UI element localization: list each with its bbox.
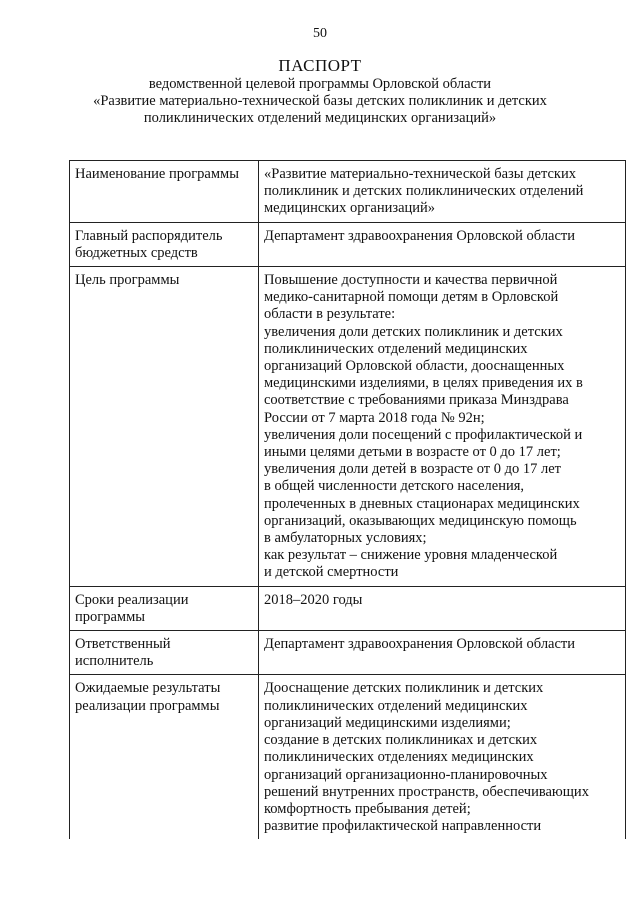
row-value-line: соответствие с требованиями приказа Минздрава (264, 392, 569, 409)
row-value-cell (259, 631, 626, 675)
table-row (70, 222, 626, 266)
row-value-line: области в результате: (264, 306, 396, 323)
row-value-line: поликлинических отделений медицинских (264, 697, 528, 714)
row-value-line: поликлинических отделениях медицинских (264, 749, 534, 766)
row-value-line: медицинскими изделиями, в целях приведения их в (264, 375, 583, 392)
row-value-line: развитие профилактической направленности (264, 818, 542, 835)
row-value-cell (259, 586, 626, 630)
row-label-line: Главный распорядитель (75, 227, 223, 244)
row-value-line: поликлинических отделений медицинских (264, 340, 528, 357)
row-value-cell (259, 222, 626, 266)
row-value-line: организаций, оказывающих медицинскую помощь (264, 512, 577, 529)
row-value-line: России от 7 марта 2018 года № 92н; (264, 409, 485, 426)
table-row (70, 161, 626, 223)
row-value-line: иными целями детьми в возрасте от 0 до 17 лет; (264, 444, 561, 461)
row-label-cell (70, 675, 259, 839)
table-row (70, 675, 626, 839)
row-label-line: Наименование программы (75, 166, 239, 182)
subtitle-line: поликлинических отделений медицинских организаций» (143, 110, 497, 126)
row-value-line: комфортность пребывания детей; (264, 800, 471, 817)
table-row (70, 267, 626, 587)
row-value-line: и детской смертности (264, 564, 399, 581)
row-value-line: увеличения доли детей в возрасте от 0 до 17 лет (264, 461, 562, 478)
row-label-line: бюджетных средств (75, 244, 198, 261)
row-value-line: 2018–2020 годы (264, 591, 363, 608)
row-value-line: организаций Орловской области, дооснащенных (264, 358, 565, 375)
row-value-line: Дооснащение детских поликлиник и детских (264, 680, 544, 697)
row-label-line: реализации программы (75, 697, 220, 714)
title-block (0, 56, 640, 127)
row-value-line: медико-санитарной помощи детям в Орловской (264, 289, 559, 306)
row-label-cell (70, 222, 259, 266)
row-label-cell (70, 586, 259, 630)
row-value-line: организаций медицинскими изделиями; (264, 714, 511, 731)
row-value-line: решений внутренних пространств, обеспечивающих (264, 783, 589, 800)
row-value-line: Департамент здравоохранения Орловской области (264, 227, 576, 244)
row-value-line: в амбулаторных условиях; (264, 530, 427, 547)
row-value-line: организаций организационно-планировочных (264, 766, 548, 783)
subtitle-line: ведомственной целевой программы Орловской области (148, 76, 492, 92)
row-value-line: «Развитие материально-технической базы детских (264, 166, 576, 182)
row-value-cell (259, 675, 626, 839)
row-value-line: увеличения доли посещений с профилактической и (264, 426, 583, 443)
row-value-line: увеличения доли детских поликлиник и детских (264, 323, 563, 340)
row-label-cell (70, 161, 259, 223)
row-value-line: как результат – снижение уровня младенческой (264, 547, 558, 564)
row-value-cell (259, 267, 626, 587)
row-label-line: программы (75, 608, 145, 625)
row-label-line: Ответственный (75, 636, 171, 653)
row-value-line: поликлиник и детских поликлинических отделений (264, 183, 584, 200)
row-value-cell (259, 161, 626, 223)
row-label-cell (70, 631, 259, 675)
subtitle-line: «Развитие материально-технической базы детских поликлиник и детских (93, 93, 547, 109)
page-number: 50 (313, 26, 327, 41)
row-value-line: создание в детских поликлиниках и детских (264, 732, 538, 749)
row-value-line: пролеченных в дневных стационарах медицинских (264, 495, 580, 512)
table-row (70, 631, 626, 675)
row-label-line: исполнитель (75, 653, 154, 670)
row-value-line: Повышение доступности и качества первичной (264, 272, 558, 289)
document-title: ПАСПОРТ (278, 56, 362, 75)
row-label-cell (70, 267, 259, 587)
row-label-line: Ожидаемые результаты (75, 680, 221, 697)
row-label-line: Сроки реализации (75, 591, 189, 608)
row-value-line: Департамент здравоохранения Орловской области (264, 636, 576, 653)
row-value-line: медицинских организаций» (264, 200, 436, 217)
row-value-line: в общей численности детского населения, (264, 478, 525, 495)
table-row (70, 586, 626, 630)
passport-table (69, 160, 626, 839)
row-label-line: Цель программы (75, 272, 180, 289)
